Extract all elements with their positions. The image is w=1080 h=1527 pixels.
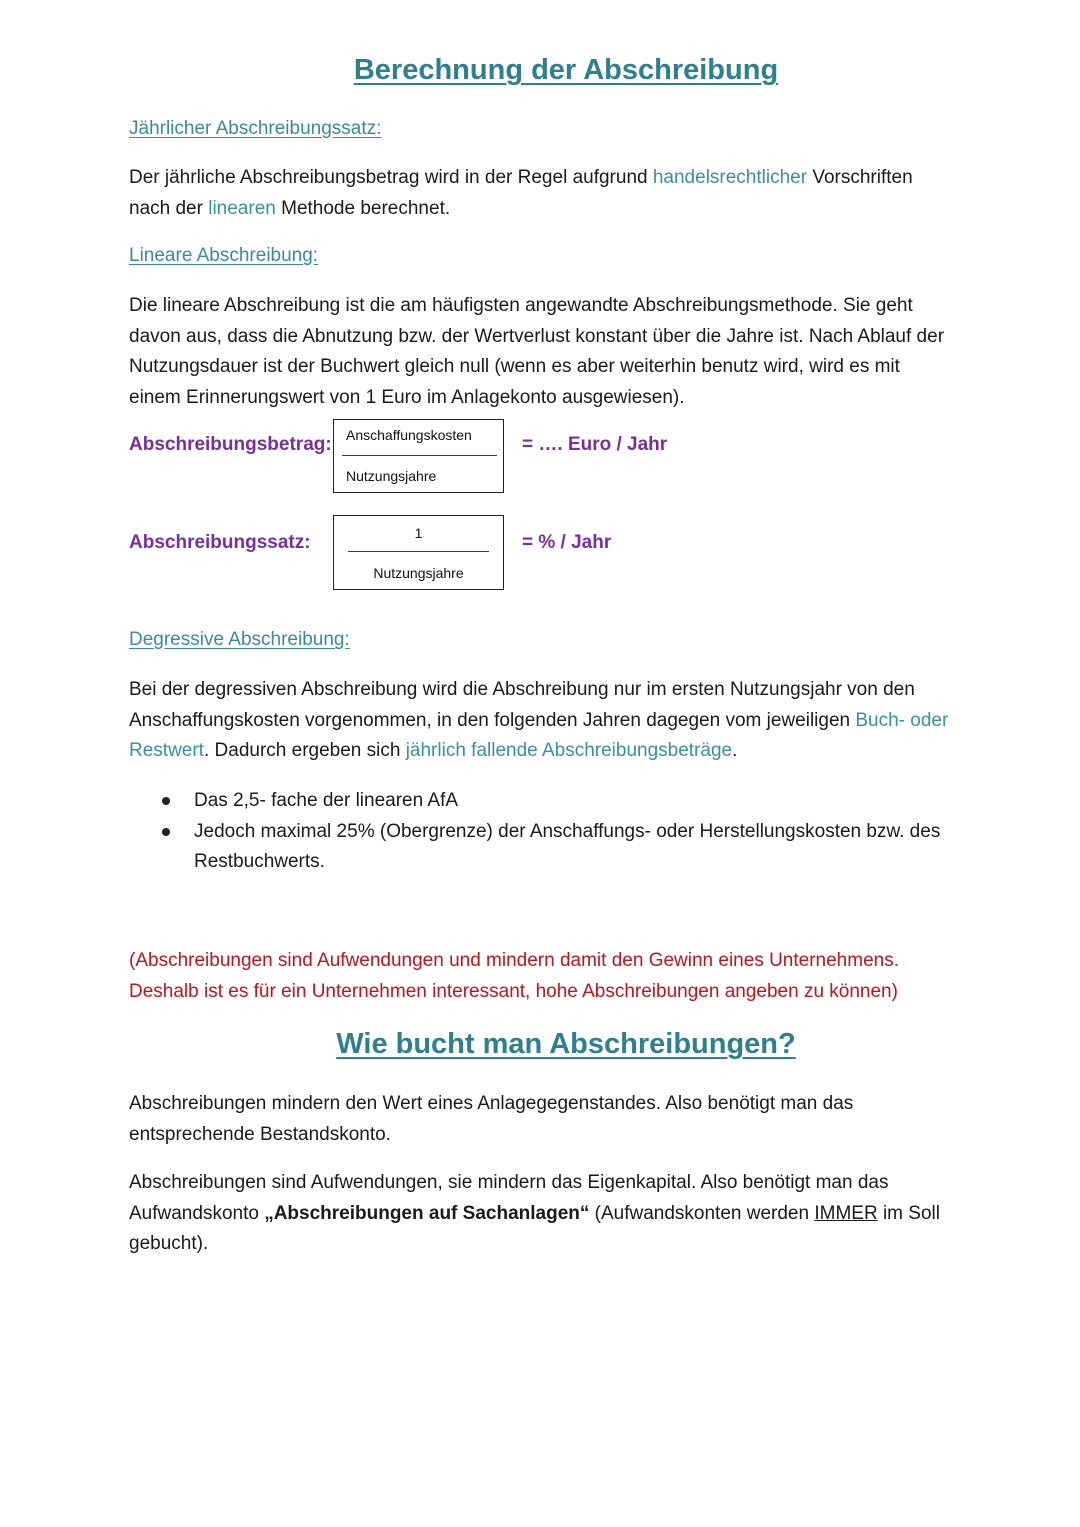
heading-lineare-abschreibung: Lineare Abschreibung: [129, 245, 319, 266]
paragraph-lineare [129, 291, 1009, 413]
paragraph-degressive [129, 675, 1009, 767]
line: (Abschreibungen sind Aufwendungen und mindern damit den Gewinn eines Unternehmens. [129, 950, 899, 971]
highlight-linearen: linearen [208, 197, 276, 219]
formula-box-abschreibungssatz [333, 515, 504, 590]
page-title: Berechnung der Abschreibung [353, 54, 779, 86]
note-red [129, 946, 1009, 1007]
list-item [160, 817, 994, 878]
text: Aufwandskonto [129, 1202, 265, 1224]
text: Anschaffungskosten vorgenommen, in den folgenden Jahren dagegen vom jeweiligen [129, 709, 856, 731]
formula-numerator: Anschaffungskosten [346, 427, 472, 443]
formula-box-abschreibungsbetrag [333, 419, 504, 493]
fraction-line [348, 551, 489, 552]
line: Nutzungsdauer ist der Buchwert gleich null (wenn es aber weiterhin benutz wird, wird es mit [129, 356, 900, 377]
line: Deshalb ist es für ein Unternehmen interessant, hohe Abschreibungen angeben zu können) [129, 980, 898, 1002]
list-item [160, 786, 990, 817]
bold-konto-name: „Abschreibungen auf Sachanlagen“ [264, 1202, 590, 1224]
highlight-handelsrechtlicher: handelsrechtlicher [652, 167, 808, 188]
bullet-icon [162, 797, 170, 805]
line: Bei der degressiven Abschreibung wird die Abschreibung nur im ersten Nutzungsjahr von den [129, 679, 915, 700]
text: Methode berechnet. [275, 197, 451, 219]
heading-jaehrlicher-abschreibungssatz: Jährlicher Abschreibungssatz: [129, 118, 382, 139]
text: . Dadurch ergeben sich [203, 740, 406, 761]
formula-denominator: Nutzungsjahre [373, 565, 464, 581]
line: Abschreibungen mindern den Wert eines Anlagegegenstandes. Also benötigt man das [129, 1093, 854, 1114]
fraction-line [342, 455, 497, 456]
line: gebucht). [129, 1233, 209, 1254]
text: . [732, 740, 738, 761]
formula-label-abschreibungssatz: Abschreibungssatz: [129, 532, 311, 553]
heading-degressive-abschreibung: Degressive Abschreibung: [129, 629, 350, 650]
line: einem Erinnerungswert von 1 Euro im Anlagekonto ausgewiesen). [129, 386, 685, 408]
underlined-immer: IMMER [814, 1202, 878, 1224]
paragraph-jaehrlich [129, 163, 999, 224]
highlight-buch-oder: Buch- oder [855, 709, 949, 731]
section-title-wie-bucht-man: Wie bucht man Abschreibungen? [336, 1028, 796, 1060]
line: davon aus, dass die Abnutzung bzw. der Wertverlust konstant über die Jahre ist. Nach Ablauf der [129, 325, 945, 347]
paragraph-aufwandskonto [129, 1168, 999, 1260]
formula-result-euro-jahr: = …. Euro / Jahr [522, 434, 668, 455]
formula-result-prozent-jahr: = % / Jahr [522, 532, 612, 553]
line: Abschreibungen sind Aufwendungen, sie mindern das Eigenkapital. Also benötigt man das [129, 1172, 889, 1193]
text: nach der [129, 197, 209, 219]
highlight-fallende-betraege: jährlich fallende Abschreibungsbeträge [405, 740, 733, 761]
list-item-text: Das 2,5- fache der linearen AfA [194, 790, 459, 811]
text: Der jährliche Abschreibungsbetrag wird in der Regel aufgrund [129, 167, 653, 188]
bullet-list [160, 786, 990, 878]
bullet-icon [162, 828, 170, 836]
formula-label-abschreibungsbetrag: Abschreibungsbetrag: [129, 434, 332, 455]
formula-denominator: Nutzungsjahre [346, 468, 437, 484]
text: (Aufwandskonten werden [589, 1202, 815, 1224]
highlight-restwert: Restwert [129, 740, 204, 761]
text: Vorschriften [807, 167, 913, 188]
text: im Soll [877, 1202, 940, 1224]
paragraph-bestandskonto [129, 1089, 999, 1150]
formula-numerator: 1 [414, 525, 423, 541]
line: entsprechende Bestandskonto. [129, 1123, 391, 1145]
list-item-text: Jedoch maximal 25% (Obergrenze) der Anschaffungs- oder Herstellungskosten bzw. des Restbuchwerts. [194, 820, 941, 872]
line: Die lineare Abschreibung ist die am häufigsten angewandte Abschreibungsmethode. Sie geht [129, 295, 913, 316]
